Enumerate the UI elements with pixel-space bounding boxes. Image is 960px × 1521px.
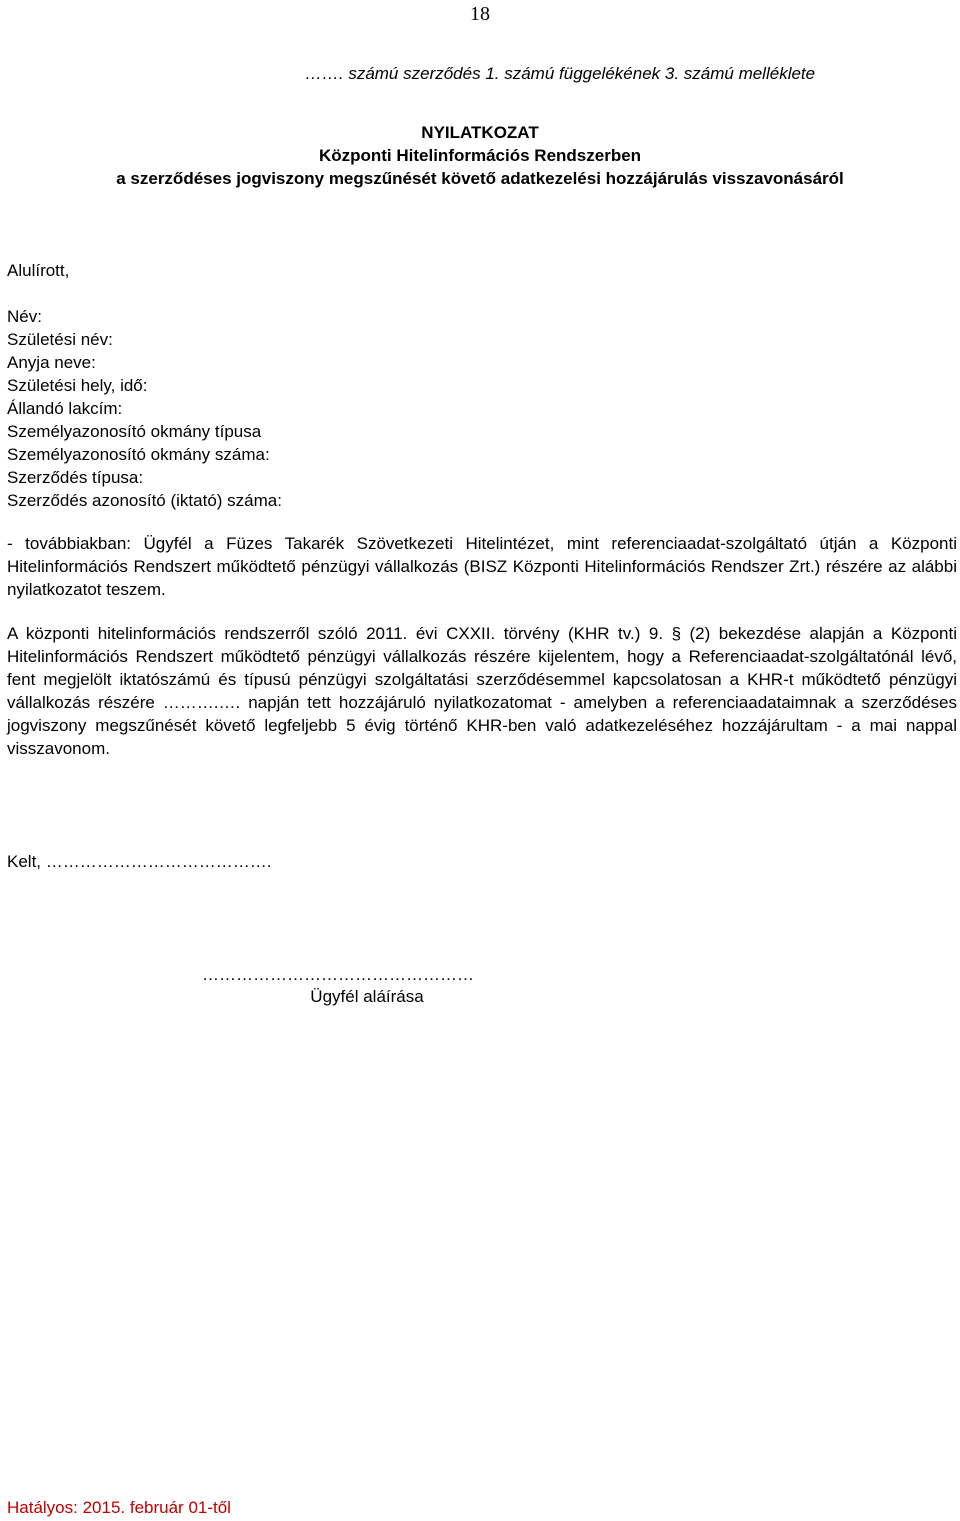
signature-line: ………………………………………… bbox=[202, 965, 474, 984]
field-mother-name: Anyja neve: bbox=[7, 353, 96, 372]
appendix-reference: ……. számú szerződés 1. számú függelékének 3. számú melléklete bbox=[304, 64, 816, 83]
declaration-paragraph-1: - továbbiakban: Ügyfél a Füzes Takarék Szövetkezeti Hitelintézet, mint referenciaadat-szolgáltató útján a Központi Hitelinformációs Rendszert működtető pénzügyi vállalkozás (BISZ Központi Hitelinformációs Rendszer Zrt.) részére az alábbi nyilatkozatot teszem. bbox=[7, 534, 957, 599]
field-id-document-number: Személyazonosító okmány száma: bbox=[7, 445, 270, 464]
field-permanent-address: Állandó lakcím: bbox=[7, 399, 123, 418]
intro-text: Alulírott, bbox=[7, 261, 70, 280]
personal-data-fields bbox=[7, 305, 957, 512]
field-birth-place-date: Születési hely, idő: bbox=[7, 376, 148, 395]
field-birth-name: Születési név: bbox=[7, 330, 113, 349]
page-number: 18 bbox=[470, 3, 490, 25]
field-contract-id: Szerződés azonosító (iktató) száma: bbox=[7, 491, 282, 510]
signature-label: Ügyfél aláírása bbox=[310, 987, 424, 1006]
place-date-line: Kelt, …………………………………. bbox=[7, 852, 272, 871]
field-contract-type: Szerződés típusa: bbox=[7, 468, 144, 487]
document-title bbox=[0, 121, 960, 190]
declaration-paragraph-2: A központi hitelinformációs rendszerről szóló 2011. évi CXXII. törvény (KHR tv.) 9. § (2) bekezdése alapján a Központi Hitelinformációs Rendszert működtető pénzügyi vállalkozás részére kijelentem, hogy a Referenciaadat-szolgáltatónál lévő, fent megjelölt iktatószámú és típusú pénzügyi szolgáltatási szerződésemmel kapcsolatosan a KHR-t működtető pénzügyi vállalkozás részére ……….…. napján tett hozzájáruló nyilatkozatomat - amelyben a referenciaadataimnak a szerződéses jogviszony megszűnését követő legfeljebb 5 évig történő KHR-ben való adatkezeléséhez hozzájárultam - a mai nappal visszavonom. bbox=[7, 624, 957, 758]
effective-date: Hatályos: 2015. február 01-től bbox=[7, 1498, 231, 1517]
title-line-2: Központi Hitelinformációs Rendszerben bbox=[318, 146, 642, 165]
field-name: Név: bbox=[7, 307, 42, 326]
title-line-1: NYILATKOZAT bbox=[421, 123, 539, 142]
field-id-document-type: Személyazonosító okmány típusa bbox=[7, 422, 262, 441]
title-line-3: a szerződéses jogviszony megszűnését követő adatkezelési hozzájárulás visszavonásáról bbox=[116, 169, 844, 188]
